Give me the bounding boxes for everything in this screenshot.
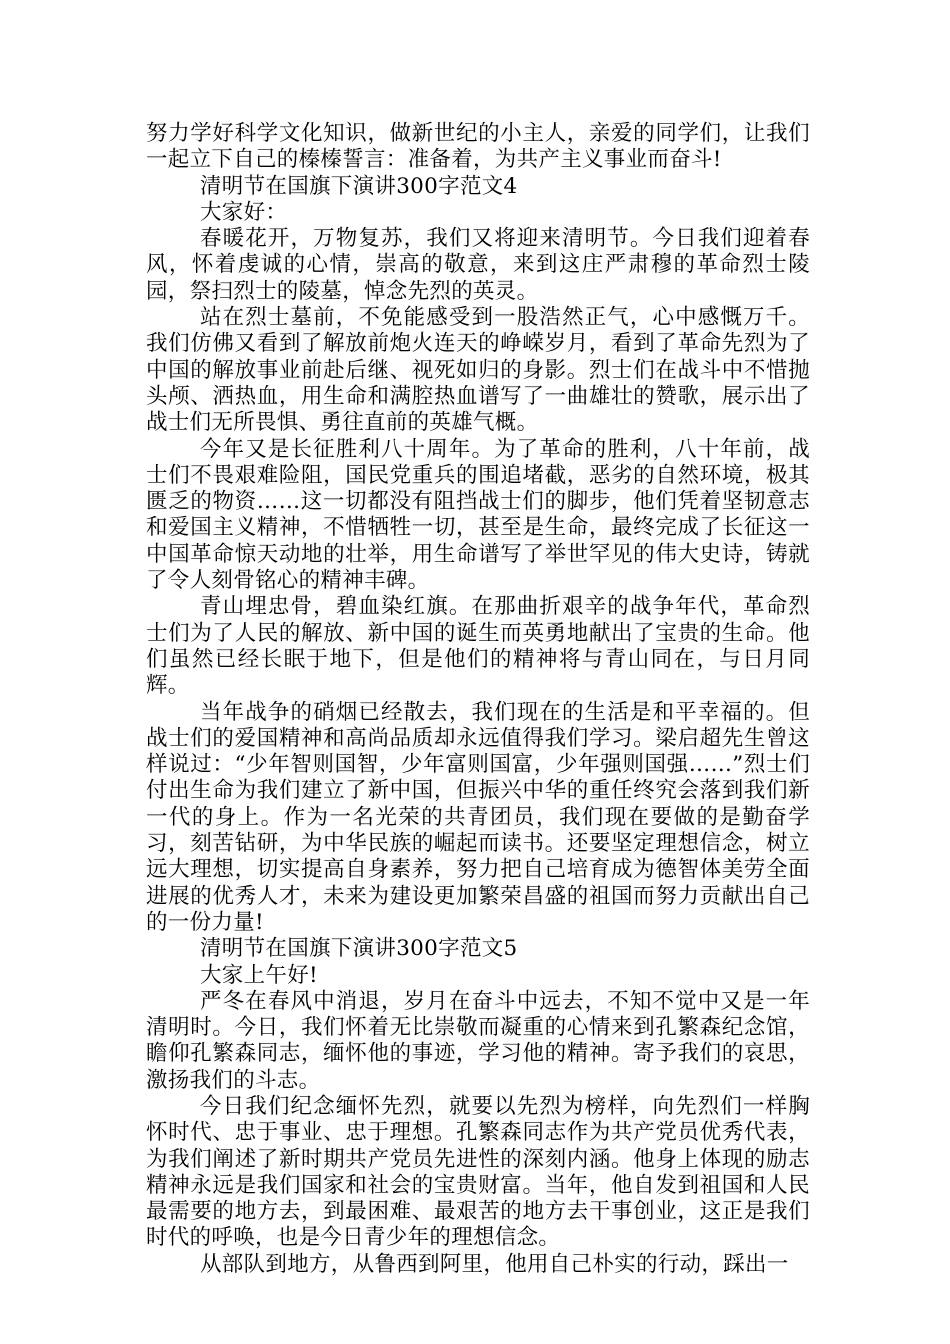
paragraph: 今日我们纪念缅怀先烈，就要以先烈为榜样，向先烈们一样胸怀时代、忠于事业、忠于理想。孔繁森同志作为共产党员优秀代表，为我们阐述了新时期共产党员先进性的深刻内涵。他身上体现的励志精神永远是我们国家和社会的宝贵财富。当年，他自发到祖国和人民最需要的地方去，到最困难、最艰苦的地方去干事创业，这正是我们时代的呼唤，也是今日青少年的理想信念。 bbox=[146, 1093, 810, 1251]
paragraph: 青山埋忠骨，碧血染红旗。在那曲折艰辛的战争年代，革命烈士们为了人民的解放、新中国的诞生而英勇地献出了宝贵的生命。他们虽然已经长眠于地下，但是他们的精神将与青山同在，与日月同辉。 bbox=[146, 594, 810, 699]
section-heading-4: 清明节在国旗下演讲300字范文4 bbox=[200, 173, 518, 199]
paragraph: 站在烈士墓前，不免能感受到一股浩然正气，心中感慨万千。我们仿佛又看到了解放前炮火连天的峥嵘岁月，看到了革命先烈为了中国的解放事业前赴后继、视死如归的身影。烈士们在战斗中不惜抛头颅、洒热血，用生命和满腔热血谱写了一曲雄壮的赞歌，展示出了战士们无所畏惧、勇往直前的英雄气概。 bbox=[146, 305, 810, 436]
greeting: 大家好： bbox=[200, 199, 288, 225]
paragraph: 严冬在春风中消退，岁月在奋斗中远去，不知不觉中又是一年清明时。今日，我们怀着无比崇敬而凝重的心情来到孔繁森纪念馆，瞻仰孔繁森同志，缅怀他的事迹，学习他的精神。寄予我们的哀思，激扬我们的斗志。 bbox=[146, 988, 810, 1093]
paragraph: 当年战争的硝烟已经散去，我们现在的生活是和平幸福的。但战士们的爱国精神和高尚品质却永远值得我们学习。梁启超先生曾这样说过：“少年智则国智，少年富则国富，少年强则国强……”烈士们付出生命为我们建立了新中国，但振兴中华的重任终究会落到我们新一代的身上。作为一名光荣的共青团员，我们现在要做的是勤奋学习，刻苦钻研，为中华民族的崛起而读书。还要坚定理想信念，树立远大理想，切实提高自身素养，努力把自己培育成为德智体美劳全面进展的优秀人才，未来为建设更加繁荣昌盛的祖国而努力贡献出自己的一份力量! bbox=[146, 699, 810, 935]
paragraph: 春暖花开，万物复苏，我们又将迎来清明节。今日我们迎着春风，怀着虔诚的心情，崇高的敬意，来到这庄严肃穆的革命烈士陵园，祭扫烈士的陵墓，悼念先烈的英灵。 bbox=[146, 226, 810, 304]
paragraph: 今年又是长征胜利八十周年。为了革命的胜利，八十年前，战士们不畏艰难险阻，国民党重兵的围追堵截，恶劣的自然环境，极其匮乏的物资……这一切都没有阻挡战士们的脚步，他们凭着坚韧意志和爱国主义精神，不惜牺牲一切，甚至是生命，最终完成了长征这一中国革命惊天动地的壮举，用生命谱写了举世罕见的伟大史诗，铸就了令人刻骨铭心的精神丰碑。 bbox=[146, 436, 810, 594]
paragraph: 从部队到地方，从鲁西到阿里，他用自己朴实的行动，踩出一 bbox=[200, 1251, 789, 1277]
document-page bbox=[146, 121, 810, 1278]
section-heading-5: 清明节在国旗下演讲300字范文5 bbox=[200, 936, 518, 962]
greeting: 大家上午好! bbox=[200, 962, 318, 988]
paragraph-continuation: 努力学好科学文化知识，做新世纪的小主人，亲爱的同学们，让我们一起立下自己的榛榛誓言：准备着，为共产主义事业而奋斗! bbox=[146, 121, 810, 173]
